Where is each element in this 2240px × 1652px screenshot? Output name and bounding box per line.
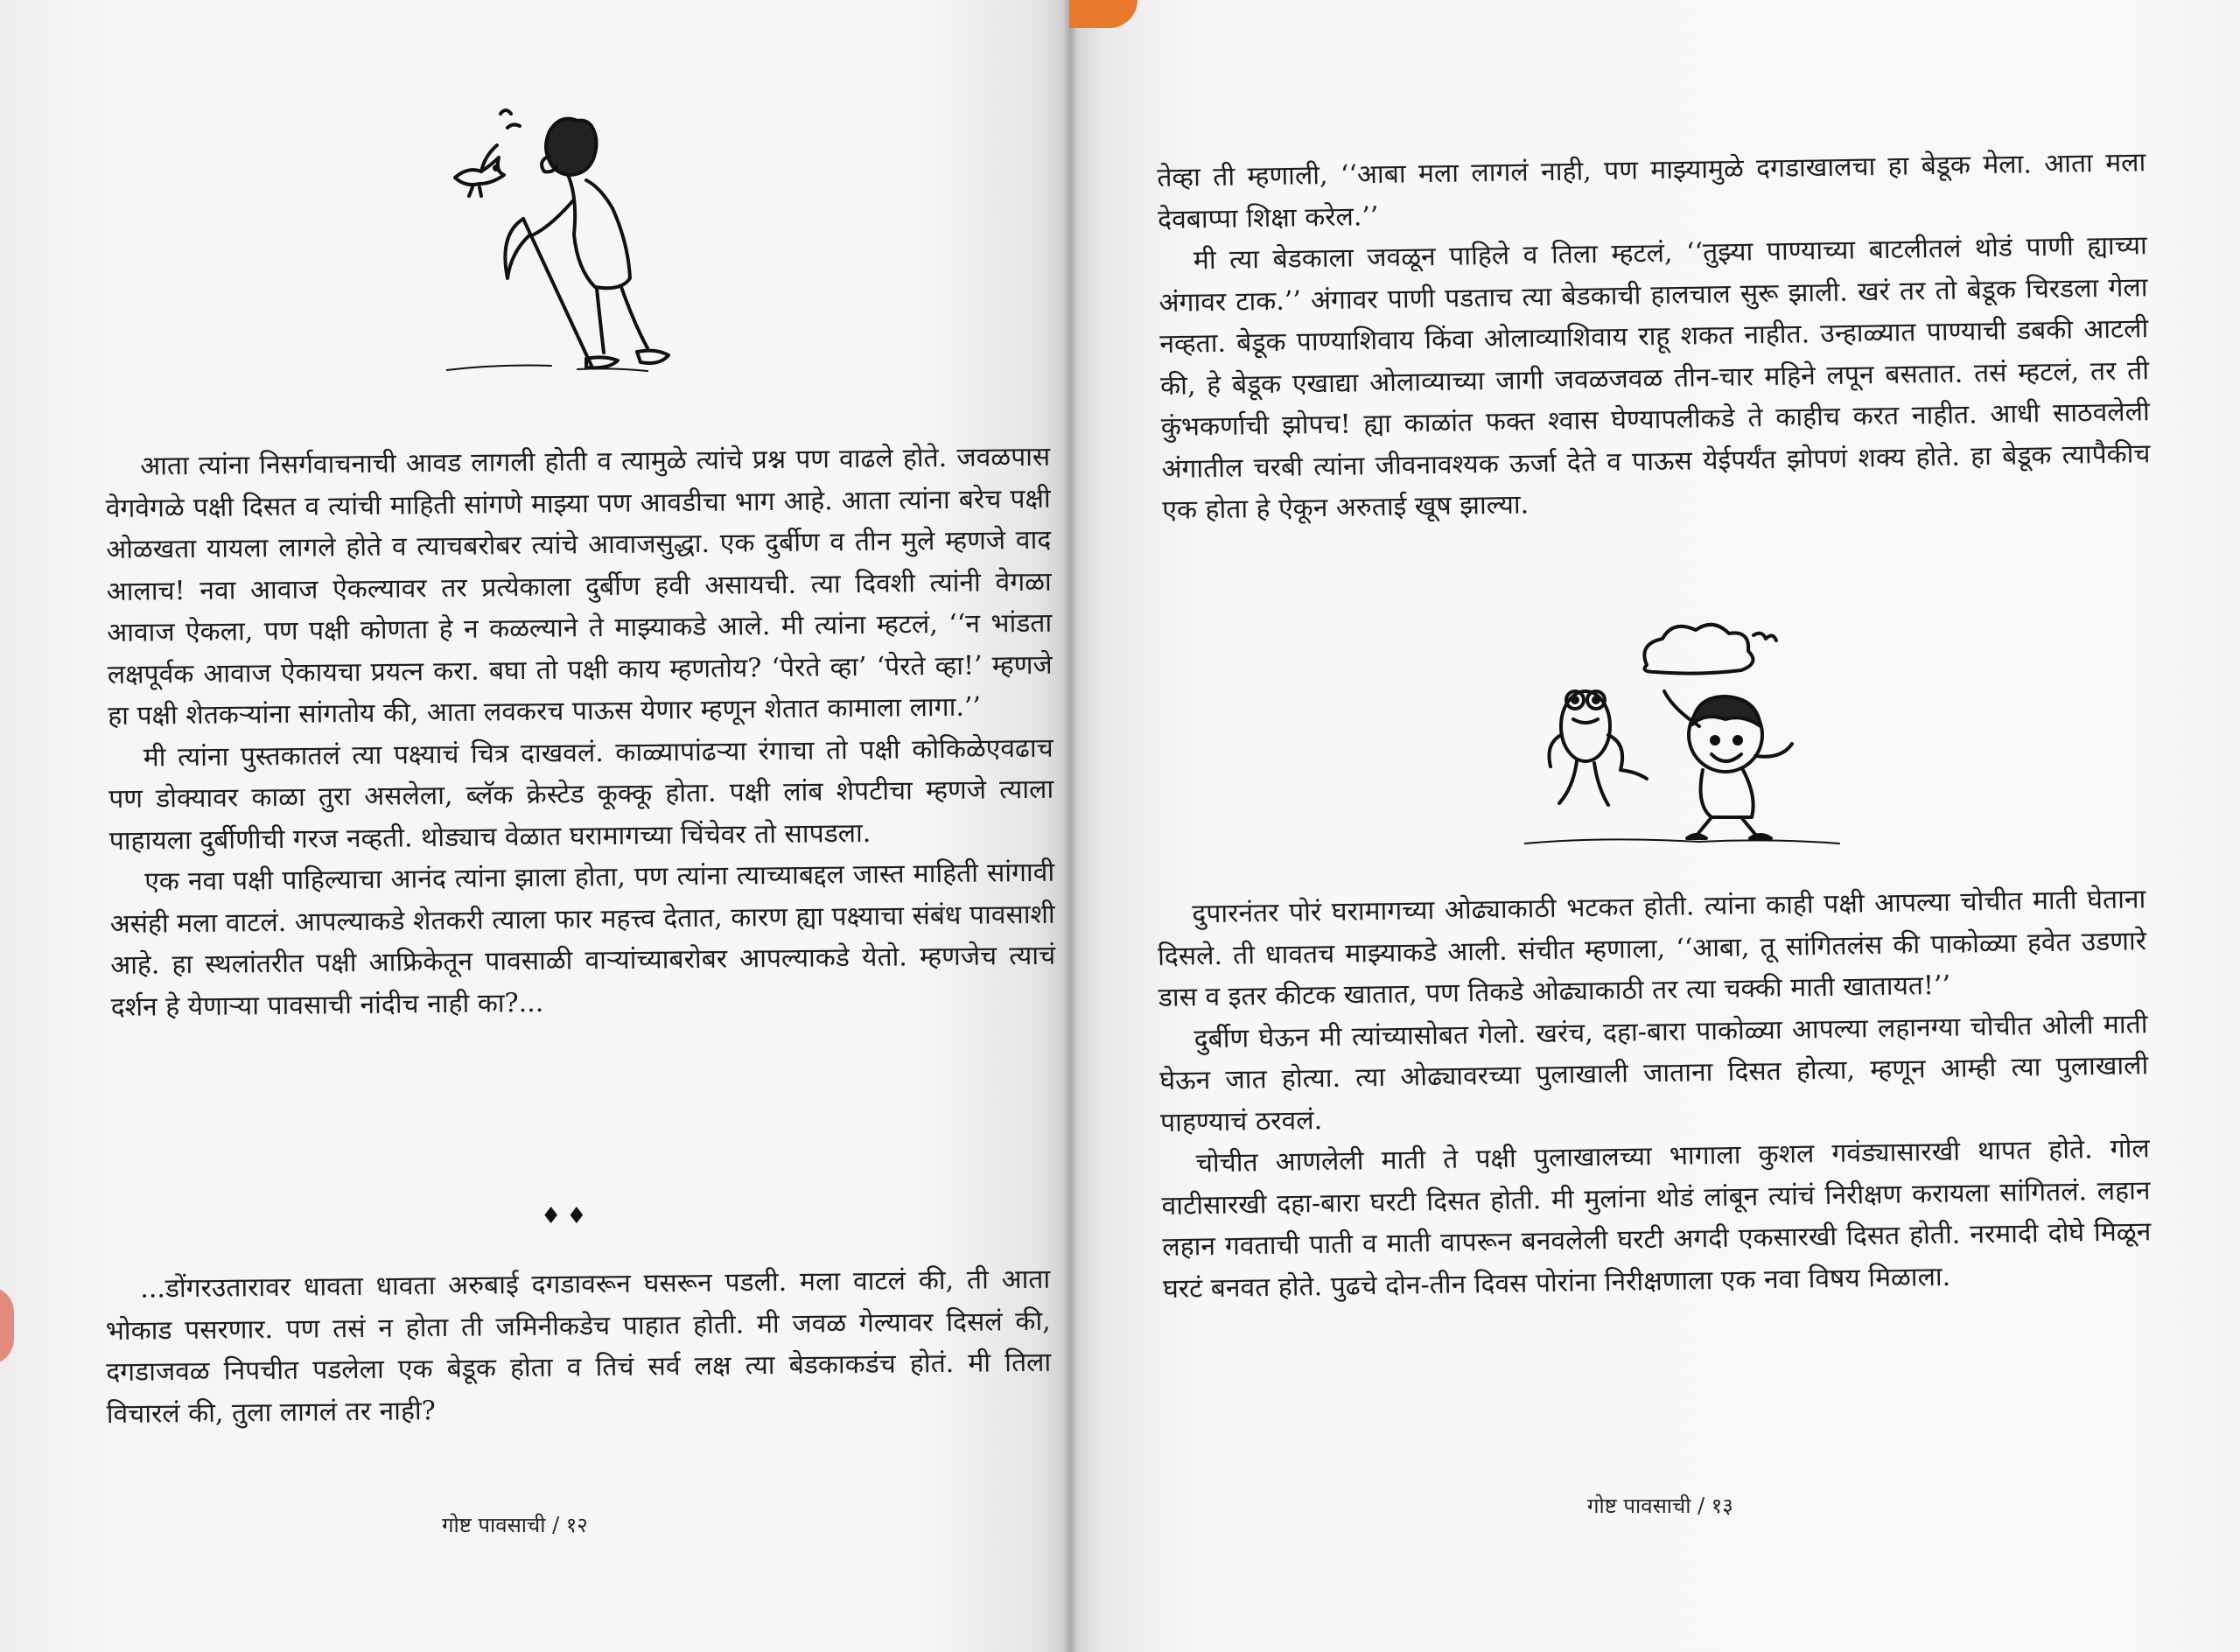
right-text-block-1 xyxy=(1157,142,2152,531)
left-page xyxy=(0,0,1069,1652)
right-paragraph-4: दुर्बीण घेऊन मी त्यांच्यासोबत गेलो. खरंच, दहा-बारा पाकोळ्या आपल्या लहानग्या चोचीत ओली माती घेऊन जात होत्या. त्या ओढ्यावरच्या पुलाखाली जाताना दिसत होत्या, म्हणून आम्ही त्या पुलाखाली पाहण्याचं ठरवलं. xyxy=(1159,1008,2149,1138)
section-separator: ♦♦ xyxy=(541,1203,592,1229)
left-paragraph-1: आता त्यांना निसर्गवाचनाची आवड लागली होती व त्यामुळे त्यांचे प्रश्न पण वाढले होते. जवळपास वेगवेगळे पक्षी दिसत व त्यांची माहिती सांगणे माझ्या पण आवडीचा भाग आहे. आता त्यांना बरेच पक्षी ओळखता यायला लागले होते व त्याचबरोबर त्यांचे आवाजसुद्धा. एक दुर्बीण व तीन मुले म्हणजे वाद आलाच! नवा आवाज ऐकल्यावर तर प्रत्येकाला दुर्बीण हवी असायची. त्या दिवशी त्यांनी वेगळा आवाज ऐकला, पण पक्षी कोणता हे न कळल्याने ते माझ्याकडे आले. मी त्यांना म्हटलं, ‘‘न भांडता लक्षपूर्वक आवाज ऐकायचा प्रयत्न करा. बघा तो पक्षी काय म्हणतोय? ‘पेरते व्हा’ ‘पेरते व्हा!’ म्हणजे हा पक्षी शेतकऱ्यांना सांगतोय की, आता लवकरच पाऊस येणार म्हणून शेतात कामाला लागा.’’ xyxy=(105,441,1053,732)
left-paragraph-3: एक नवा पक्षी पाहिल्याचा आनंद त्यांना झाला होता, पण त्यांना त्याच्याबद्दल जास्त माहिती सांगावी असंही मला वाटलं. आपल्याकडे शेतकरी त्याला फार महत्त्व देतात, कारण ह्या पक्ष्याचा संबंध पावसाशी आहे. हा स्थलांतरीत पक्षी आफ्रिकेतून पावसाळी वाऱ्यांच्याबरोबर आपल्याकडे येतो. म्हणजेच त्याचं दर्शन हे येणाऱ्या पावसाची नांदीच नाही का?... xyxy=(109,857,1056,1023)
right-paragraph-2: मी त्या बेडकाला जवळून पाहिले व तिला म्हटलं, ‘‘तुझ्या पाण्याच्या बाटलीतलं थोडं पाणी ह्याच्या अंगावर टाक.’’ अंगावर पाणी पडताच त्या बेडकाची हालचाल सुरू झाली. खरं तर तो बेडूक चिरडला गेला नव्हता. बेडूक पाण्याशिवाय किंवा ओलाव्याशिवाय राहू शकत नाहीत. उन्हाळ्यात पाण्याची डबकी आटली की, हे बेडूक एखाद्या ओलाव्याच्या जागी जवळजवळ तीन-चार महिने लपून बसतात. तसं म्हटलं, तर ती कुंभकर्णाची झोपच! ह्या काळांत फक्त श्वास घेण्यापलीकडे ते काहीच करत नाहीत. आधी साठवलेली अंगातील चरबी त्यांना जीवनावश्यक ऊर्जा देते व पाऊस येईपर्यंत झोपणं शक्य होते. हा बेडूक त्यापैकीच एक होता हे ऐकून अरुताई खूष झाल्या. xyxy=(1158,230,2151,526)
left-page-folio: गोष्ट पावसाची / १२ xyxy=(442,1513,588,1537)
left-text-block-1 xyxy=(105,437,1056,1028)
girl-and-frog-illustration xyxy=(1524,612,1857,858)
left-text-block-2 xyxy=(105,1259,1052,1435)
book-gutter xyxy=(1062,0,1078,1652)
right-paragraph-3: दुपारनंतर पोरं घरामागच्या ओढ्याकाठी भटकत होती. त्यांना काही पक्षी आपल्या चोचीत माती घेताना दिसले. ती धावतच माझ्याकडे आली. संचीत म्हणाला, ‘‘आबा, तू सांगितलंस की पाकोळ्या हवेत उडणारे डास व इतर कीटक खातात, पण तिकडे ओढ्याकाठी तर त्या चक्की माती खातायत!’’ xyxy=(1157,884,2147,1013)
left-paragraph-2: मी त्यांना पुस्तकातलं त्या पक्ष्याचं चित्र दाखवलं. काळ्यापांढऱ्या रंगाचा तो पक्षी कोकिळेएवढाच पण डोक्यावर काळा तुरा असलेला, ब्लॅक क्रेस्टेड कूक्कू होता. पक्षी लांब शेपटीचा म्हणजे त्याला पाहायला दुर्बीणीची गरज नव्हती. थोड्याच वेळात घरामागच्या चिंचेवर तो सापडला. xyxy=(108,732,1054,857)
right-page xyxy=(1069,0,2240,1652)
left-paragraph-4: ...डोंगरउतारावर धावता धावता अरुबाई दगडावरून घसरून पडली. मला वाटलं की, ती आता भोकाड पसरणार. पण तसं न होता ती जमिनीकडेच पाहात होती. मी जवळ गेल्यावर दिसलं की, दगडाजवळ निपचीत पडलेला एक बेडूक होता व तिचं सर्व लक्ष त्या बेडकाकडंच होतं. मी तिला विचारलं की, तुला लागलं तर नाही? xyxy=(105,1264,1052,1430)
right-paragraph-1: तेव्हा ती म्हणाली, ‘‘आबा मला लागलं नाही, पण माझ्यामुळे दगडाखालचा हा बेडूक मेला. आता मला देवबाप्पा शिक्षा करेल.’’ xyxy=(1157,147,2146,235)
right-paragraph-5: चोचीत आणलेली माती ते पक्षी पुलाखालच्या भागाला कुशल गवंड्यासारखी थापत होते. गोल वाटीसारखी दहा-बारा घरटी दिसत होती. मी मुलांना थोडं लांबून त्यांचं निरीक्षण करायला सांगितलं. लहान लहान गवताची पाती व माती वापरून बनवलेली घरटी अगदी एकसारखी दिसत होती. नरमादी दोघे मिळून घरटं बनवत होते. पुढचे दोन-तीन दिवस पोरांना निरीक्षणाला एक नवा विषय मिळाला. xyxy=(1161,1133,2152,1305)
right-text-block-2 xyxy=(1157,878,2152,1310)
farmer-with-sickle-illustration xyxy=(446,103,726,383)
right-page-folio: गोष्ट पावसाची / १३ xyxy=(1587,1494,1733,1518)
